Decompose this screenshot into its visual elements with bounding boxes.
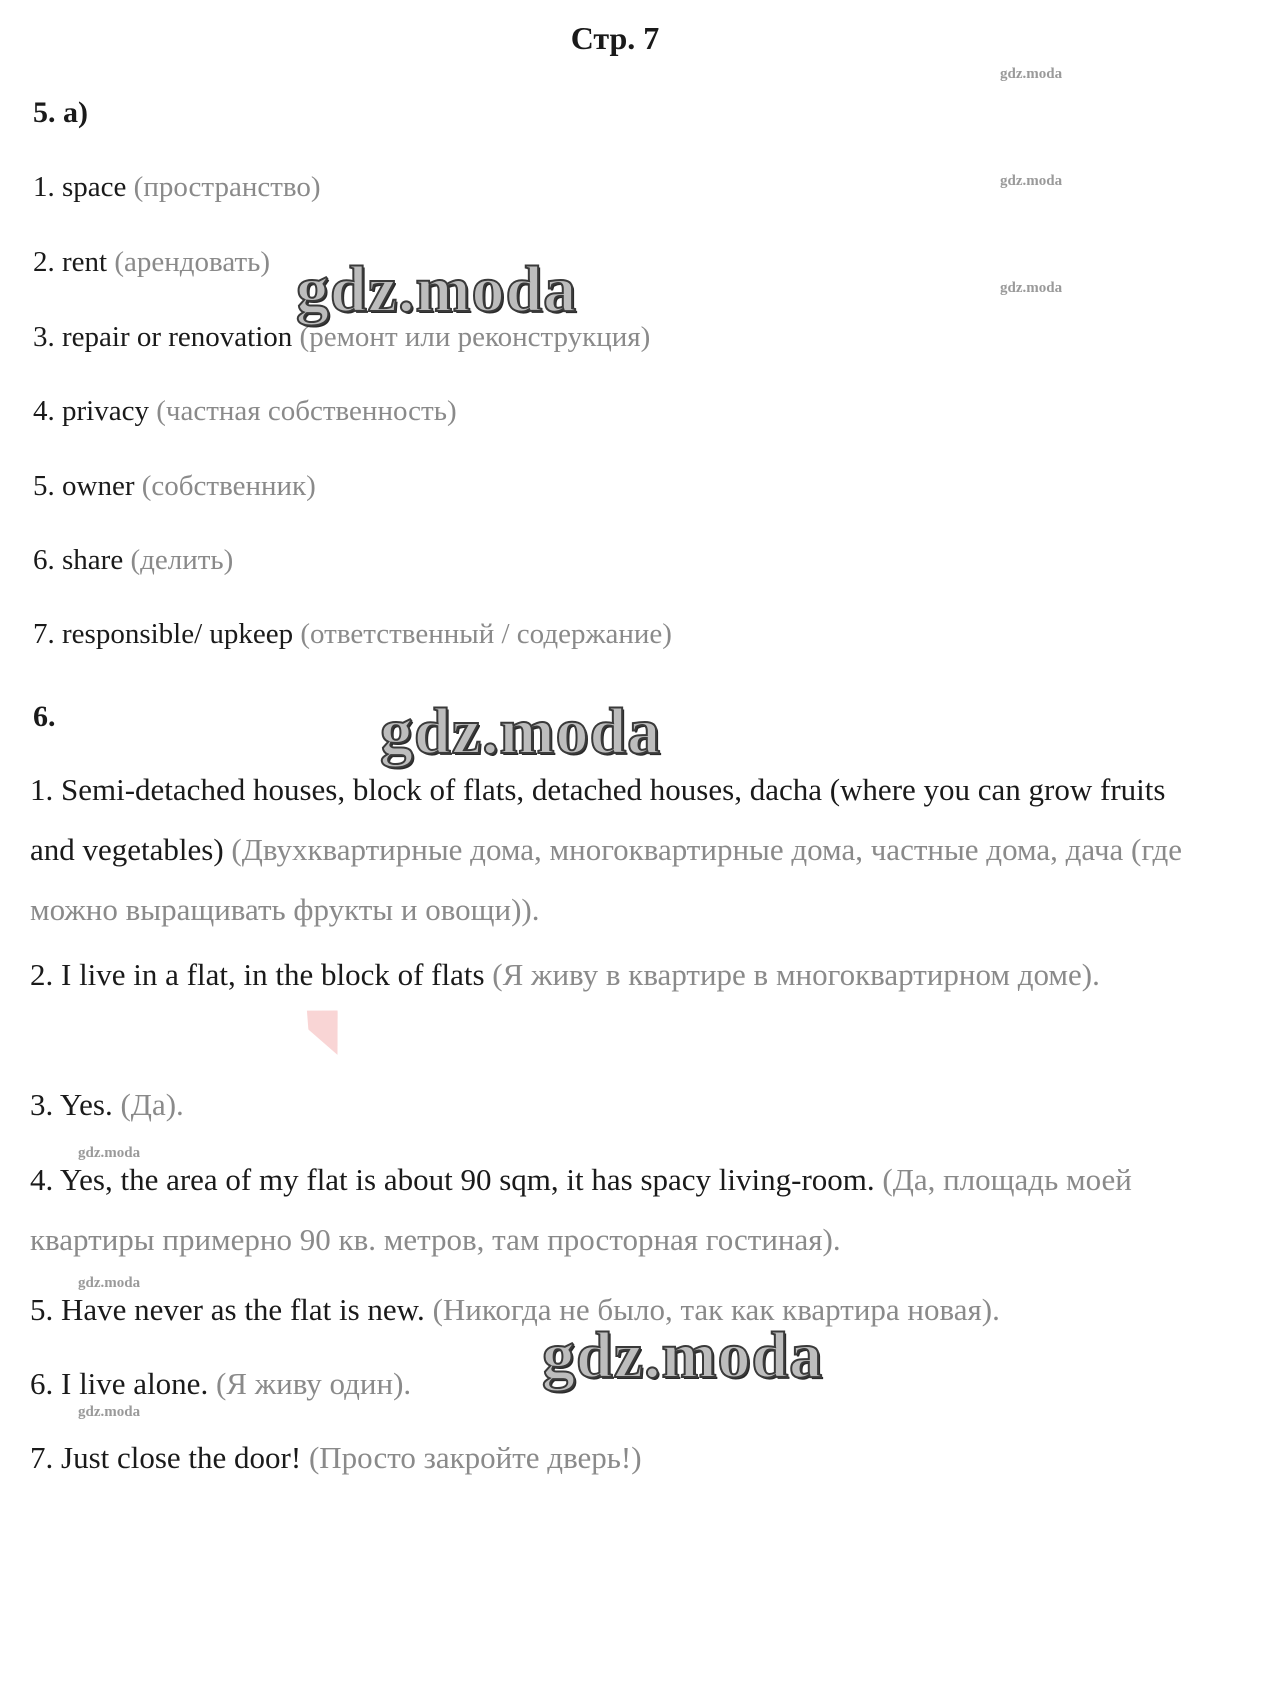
item-english: 4. privacy [33,395,149,427]
section-5-item [33,544,233,577]
section-5-item [33,395,457,428]
item-translation: (ремонт или реконструкция) [299,321,651,353]
item-translation: (частная собственность) [156,395,457,427]
answer-english: 2. I live in a flat, in the block of flats [30,957,485,992]
answer-english: 6. I live alone. [30,1366,209,1401]
item-english: 2. rent [33,246,108,278]
watermark-small: gdz.moda [1000,280,1063,296]
answer-english: 7. Just close the door! [30,1440,302,1475]
section-6-answer [30,1428,1200,1488]
section-5-item [33,171,321,204]
section-5-item [33,470,316,503]
watermark-small: gdz.moda [78,1145,141,1161]
answer-translation: (Просто закройте дверь!) [308,1440,642,1475]
item-translation: (собственник) [141,470,316,502]
section-5-heading: 5. a) [33,96,88,129]
item-translation: (ответственный / содержание) [300,618,672,650]
watermark-small: gdz.moda [1000,173,1063,189]
section-5-item [33,618,672,651]
section-6-answer [30,1150,1200,1270]
item-english: 6. share [33,544,124,576]
watermark-small: gdz.moda [1000,66,1063,82]
item-translation: (пространство) [133,171,321,203]
answer-translation: (Да, площадь моей квартиры примерно 90 кв. метров, там просторная гостиная). [30,1162,1132,1257]
answer-translation: (Да). [120,1087,184,1122]
answer-english: 1. Semi-detached houses, block of flats, detached houses, dacha (where you can grow fruits and vegetables) [30,772,1166,867]
page-title: Стр. 7 [570,20,660,56]
item-english: 1. space [33,171,127,203]
item-english: 7. responsible/ upkeep [33,618,294,650]
section-6-answer [30,1075,1200,1135]
watermark-small: gdz.moda [78,1404,141,1420]
section-6-answer [30,945,1200,1005]
answer-english: 5. Have never as the flat is new. [30,1292,425,1327]
answer-translation: (Я живу в квартире в многоквартирном доме). [492,957,1100,992]
answer-translation: (Двухквартирные дома, многоквартирные дома, частные дома, дача (где можно выращивать фрукты и овощи)). [30,832,1183,927]
item-translation: (арендовать) [114,246,271,278]
section-5-item [33,246,270,279]
highlight-mark [302,1001,352,1061]
item-translation: (делить) [130,544,234,576]
watermark-large: gdz.moda [542,1319,824,1392]
section-6-answer [30,760,1200,940]
answer-translation: (Никогда не было, так как квартира новая). [432,1292,1000,1327]
answer-english: 3. Yes. [30,1087,113,1122]
section-6-heading: 6. [33,700,56,733]
watermark-large: gdz.moda [296,253,578,326]
item-english: 3. repair or renovation [33,321,293,353]
watermark-small: gdz.moda [78,1275,141,1291]
item-english: 5. owner [33,470,135,502]
watermark-large: gdz.moda [380,695,662,768]
answer-english: 4. Yes, the area of my flat is about 90 sqm, it has spacy living-room. [30,1162,875,1197]
answer-translation: (Я живу один). [215,1366,412,1401]
